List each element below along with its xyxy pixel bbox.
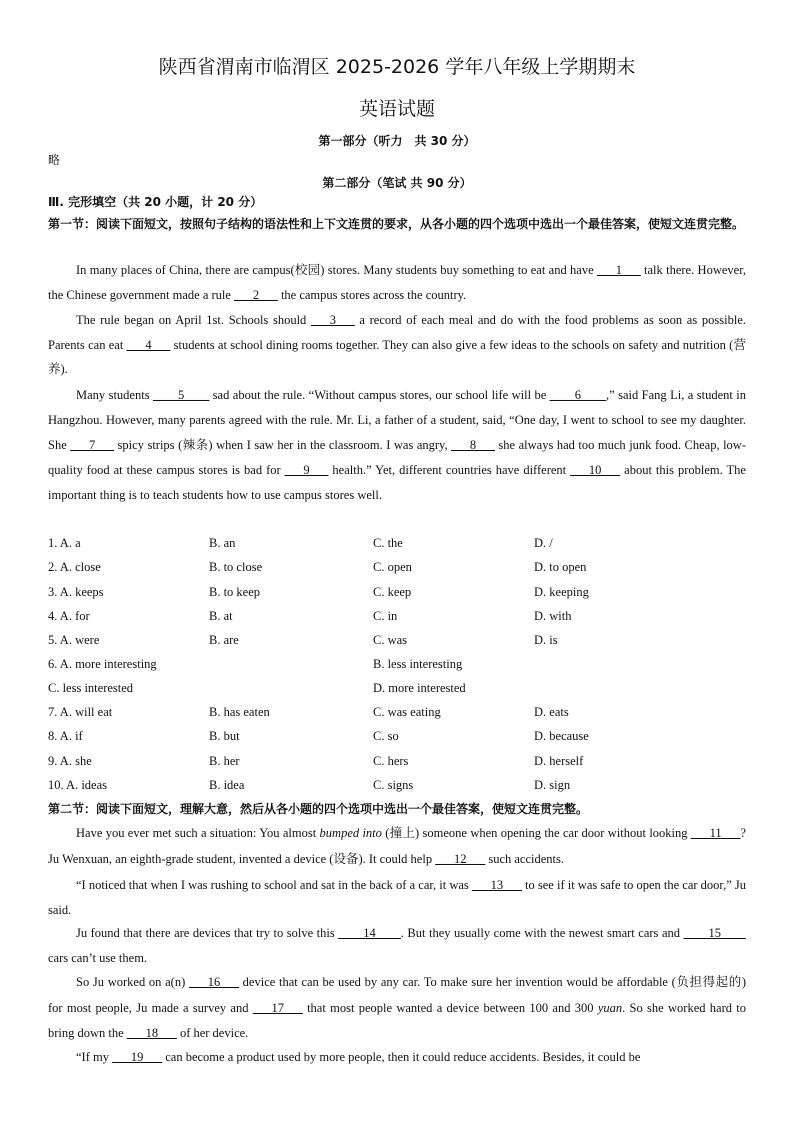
option-row-10	[48, 773, 746, 797]
option-row-8	[48, 724, 746, 748]
text-run: So Ju worked on a(n)	[76, 975, 189, 989]
blank-14: ____14____	[338, 926, 401, 940]
option: C. less interested	[48, 681, 134, 695]
text-run: The rule began on April 1st. Schools should	[76, 313, 311, 327]
text-run: the campus stores across the country.	[277, 287, 467, 302]
text-run: . But they usually come with the newest smart cars and	[400, 926, 684, 940]
passage2-paragraph2	[48, 873, 746, 922]
text-run: about this problem. The important thing is to teach students how to use campus stores well.	[48, 463, 746, 502]
option: D. to open	[534, 560, 587, 574]
option: D. eats	[534, 705, 569, 719]
blank-6: ____6____	[549, 388, 607, 402]
blank-18: ___18___	[126, 1026, 177, 1040]
blank-9: ___9___	[284, 463, 329, 477]
text-run: “If my	[76, 1050, 113, 1064]
option: D. more interested	[373, 681, 466, 695]
option-row-6b	[48, 676, 746, 700]
passage2-paragraph1	[48, 820, 746, 872]
blank-12: ___12___	[435, 852, 486, 866]
option: C. in	[373, 609, 398, 623]
passage1-paragraph2	[48, 308, 746, 382]
blank-5: ____5____	[153, 388, 210, 402]
blank-19: ___19___	[112, 1050, 163, 1064]
sub1-instructions: 第一节：阅读下面短文，按照句子结构的语法性和上下文连贯的要求，从各小题的四个选项中选出一个最佳答案，使短文连贯完整。	[48, 217, 745, 231]
passage2-paragraph5	[48, 1045, 746, 1070]
blank-17: ___17___	[252, 1000, 303, 1015]
blank-10: ___10___	[570, 463, 621, 477]
passage2-paragraph3	[48, 921, 746, 970]
text-run: a record of each meal and do with the food problems as soon as possible. Parents can eat	[48, 313, 746, 352]
option: D. is	[534, 633, 558, 647]
option: B. has eaten	[209, 705, 270, 719]
blank-8: ___8___	[451, 438, 495, 452]
option-row-9	[48, 749, 746, 773]
text-run: of her device.	[176, 1026, 249, 1040]
blank-15: ____15____	[683, 926, 747, 940]
text-run: In many places of China, there are campus(校园) stores. Many students buy something to eat and have	[76, 263, 597, 277]
text-run: to see if it was safe to open the car door,” Ju said.	[48, 878, 747, 917]
sub2-instructions: 第二节：阅读下面短文，理解大意，然后从各小题的四个选项中选出一个最佳答案，使短文连贯完整。	[48, 802, 589, 816]
option: 1. A. a	[48, 536, 81, 550]
option: D. herself	[534, 754, 584, 768]
text-run: spicy strips (辣条) when I saw her in the classroom. I was angry,	[114, 438, 452, 452]
option: C. hers	[373, 754, 409, 768]
omitted-note: 略	[48, 153, 61, 167]
option: 3. A. keeps	[48, 585, 104, 599]
text-run: health.” Yet, different countries have different	[328, 463, 571, 477]
option: B. idea	[209, 778, 245, 792]
text-run: (撞上) someone when opening the car door without looking	[381, 826, 691, 840]
text-run: that most people wanted a device between 100 and 300	[302, 1000, 598, 1015]
text-run: Ju found that there are devices that try to solve this	[76, 926, 339, 940]
option: C. so	[373, 729, 399, 743]
option: B. at	[209, 609, 233, 623]
option: D. keeping	[534, 585, 589, 599]
blank-2: ___2___	[234, 287, 278, 302]
text-run: can become a product used by more people, then it could reduce accidents. Besides, it could be	[162, 1050, 641, 1064]
option: C. was	[373, 633, 408, 647]
blank-13: ___13___	[471, 878, 522, 892]
option: 9. A. she	[48, 754, 92, 768]
blank-1: ___1___	[596, 263, 641, 277]
text-run: ,” said Fang Li, a student in Hangzhou. However, many parents agreed with the rule. Mr. Li, a father of a student, said, “One day, I went to school to see my daughter. She	[48, 388, 747, 452]
passage1-paragraph3	[48, 383, 746, 508]
option: B. but	[209, 729, 240, 743]
blank-16: ___16___	[188, 975, 239, 989]
blank-4: ___4___	[126, 337, 171, 352]
option: D. because	[534, 729, 589, 743]
option: B. to close	[209, 560, 263, 574]
option: 7. A. will eat	[48, 705, 113, 719]
passage1-paragraph1	[48, 258, 746, 307]
option: C. signs	[373, 778, 414, 792]
option: 8. A. if	[48, 729, 83, 743]
exam-subject: 英语试题	[358, 98, 435, 120]
option: D. with	[534, 609, 572, 623]
option: 5. A. were	[48, 633, 100, 647]
text-run: she always had too much junk food. Cheap, low-quality food at these campus stores is bad for	[48, 438, 747, 477]
blank-7: ___7___	[70, 438, 115, 452]
option-row-1	[48, 531, 746, 555]
option: 2. A. close	[48, 560, 101, 574]
option: 10. A. ideas	[48, 778, 108, 792]
option-row-7	[48, 700, 746, 724]
option: D. /	[534, 536, 553, 550]
option: D. sign	[534, 778, 571, 792]
option-row-6	[48, 652, 746, 676]
text-run: students at school dining rooms together. They can also give a few ideas to the schools on safety and nutrition (营养).	[48, 337, 746, 376]
text-run: ? Ju Wenxuan, an eighth-grade student, invented a device (设备). It could help	[48, 826, 746, 866]
option-row-5	[48, 628, 746, 652]
blank-3: ___3___	[310, 313, 355, 327]
option-row-4	[48, 604, 746, 628]
option: B. are	[209, 633, 239, 647]
exam-title: 陕西省渭南市临渭区 2025-2026 学年八年级上学期期末	[158, 56, 636, 78]
option: 6. A. more interesting	[48, 657, 157, 671]
part2-heading: 第二部分（笔试 共 90 分）	[322, 176, 472, 190]
option: C. the	[373, 536, 403, 550]
italic-phrase: bumped into	[319, 826, 382, 840]
option: B. less interesting	[373, 657, 463, 671]
option-row-2	[48, 555, 746, 579]
text-run: such accidents.	[485, 852, 564, 866]
option: B. to keep	[209, 585, 261, 599]
text-run: “I noticed that when I was rushing to school and sat in the back of a car, it was	[76, 878, 472, 892]
option: C. was eating	[373, 705, 441, 719]
text-run: device that can be used by any car. To make sure her invention would be affordable (负担得起的) for most people, Ju made a survey and	[48, 975, 746, 1015]
option: C. keep	[373, 585, 412, 599]
part1-heading: 第一部分（听力 共 30 分）	[318, 134, 476, 148]
section-heading: Ⅲ. 完形填空（共 20 小题，计 20 分）	[48, 195, 263, 209]
text-run: . So she worked hard to bring down the	[48, 1000, 747, 1040]
option: B. her	[209, 754, 240, 768]
text-run: cars can’t use them.	[48, 950, 148, 965]
option: B. an	[209, 536, 236, 550]
text-run: sad about the rule. “Without campus stores, our school life will be	[209, 388, 550, 402]
option: 4. A. for	[48, 609, 90, 623]
option-row-3	[48, 580, 746, 604]
italic-word: yuan	[597, 1000, 623, 1015]
option: C. open	[373, 560, 412, 574]
blank-11: ___11___	[690, 826, 741, 840]
text-run: Have you ever met such a situation: You almost	[76, 826, 320, 840]
passage2-paragraph4	[48, 970, 746, 1047]
text-run: Many students	[76, 388, 153, 402]
text-run: talk there. However, the Chinese government made a rule	[48, 263, 746, 302]
